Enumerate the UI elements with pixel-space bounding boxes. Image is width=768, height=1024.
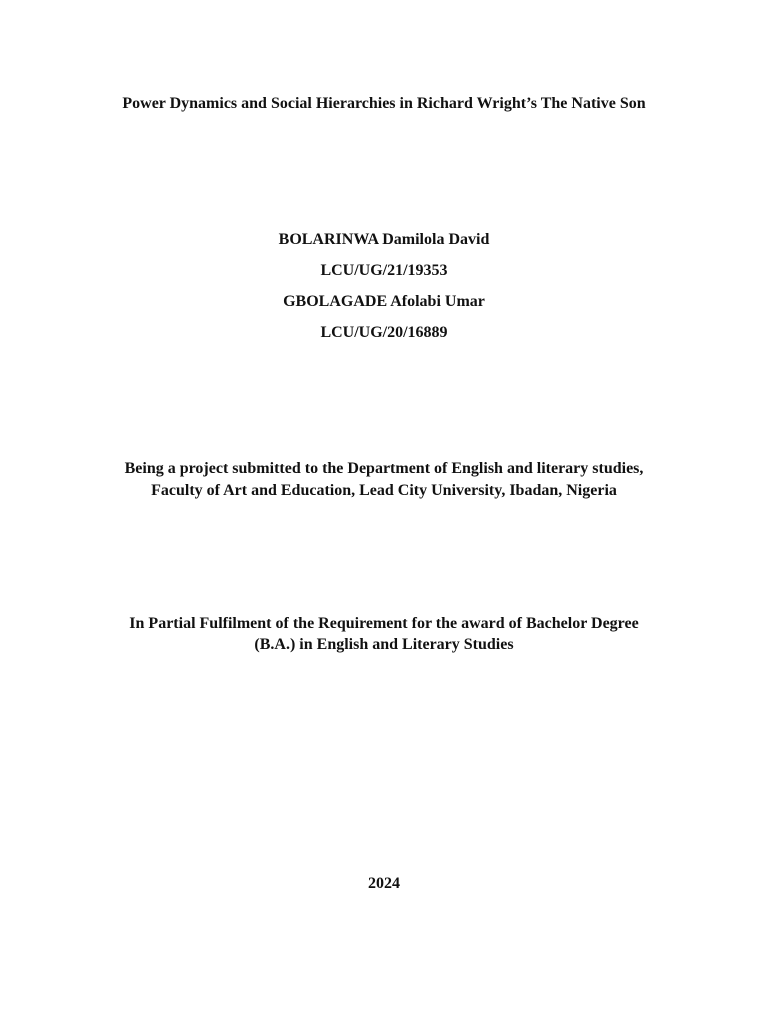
author-2-name: GBOLAGADE Afolabi Umar [283, 293, 485, 310]
author-2-matric-number: LCU/UG/20/16889 [320, 324, 448, 341]
fulfilment-statement-line-1: In Partial Fulfilment of the Requirement for the award of Bachelor Degree [129, 615, 639, 632]
submission-year: 2024 [368, 875, 400, 892]
project-title: Power Dynamics and Social Hierarchies in Richard Wright’s The Native Son [122, 95, 646, 112]
author-1-name: BOLARINWA Damilola David [278, 231, 490, 248]
submission-statement-line-1: Being a project submitted to the Department of English and literary studies, [124, 460, 644, 477]
fulfilment-statement-line-2: (B.A.) in English and Literary Studies [254, 636, 514, 653]
author-1-matric-number: LCU/UG/21/19353 [320, 262, 448, 279]
submission-statement-line-2: Faculty of Art and Education, Lead City University, Ibadan, Nigeria [151, 482, 617, 499]
